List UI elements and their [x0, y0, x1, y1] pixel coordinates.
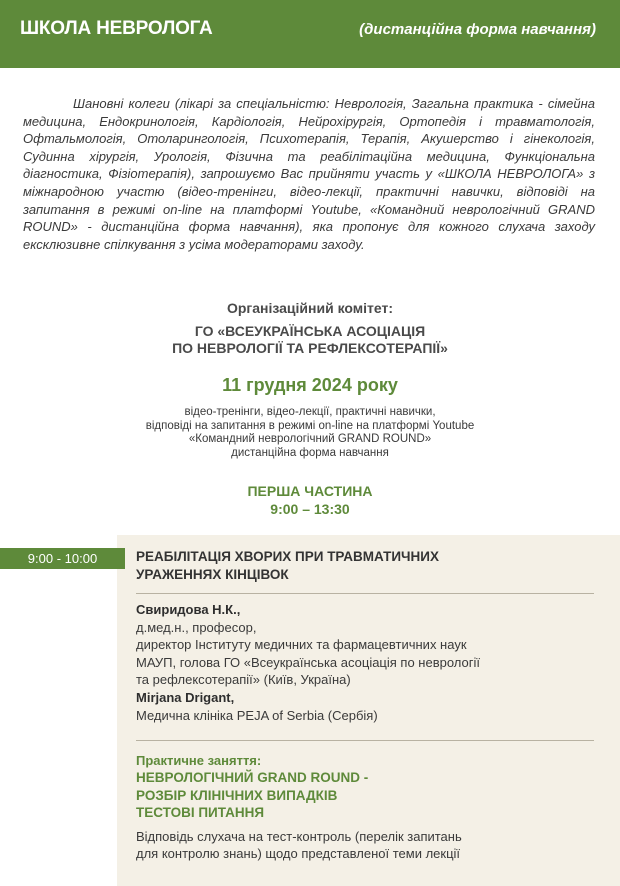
intro-paragraph — [23, 95, 595, 253]
speaker-name: Mirjana Drigant, — [136, 689, 235, 705]
page-title: ШКОЛА НЕВРОЛОГА — [20, 18, 213, 39]
practical-section — [136, 753, 596, 863]
speaker-detail: директор Інституту медичних та фармацевтичних наук — [136, 637, 467, 653]
divider — [136, 593, 594, 594]
session-time-badge: 9:00 - 10:00 — [0, 548, 125, 569]
speaker-detail: д.мед.н., професор, — [136, 619, 257, 635]
event-description-line: відповіді на запитання в режимі on-line на платформі Youtube — [145, 419, 475, 432]
speakers-list — [136, 601, 596, 724]
practical-title-line: ТЕСТОВІ ПИТАННЯ — [136, 805, 265, 820]
speaker-name: Свиридова Н.К., — [136, 602, 241, 617]
event-description-line: дистанційна форма навчання — [231, 446, 389, 459]
practical-description — [136, 828, 596, 863]
session-title — [136, 548, 606, 584]
organizer-label: Організаційний комітет: — [226, 300, 394, 316]
page-subtitle: (дистанційна форма навчання) — [359, 21, 596, 38]
event-date: 11 грудня 2024 року — [222, 375, 398, 395]
practical-label: Практичне заняття: — [136, 753, 262, 768]
session-title-line: РЕАБІЛІТАЦІЯ ХВОРИХ ПРИ ТРАВМАТИЧНИХ — [136, 549, 439, 564]
organizer-name-line: ГО «ВСЕУКРАЇНСЬКА АСОЦІАЦІЯ — [194, 323, 426, 339]
part-title: ПЕРША ЧАСТИНА — [247, 483, 373, 499]
event-description-line: відео-тренінги, відео-лекції, практичні навички, — [184, 406, 436, 418]
divider — [136, 740, 594, 741]
practical-title-line: РОЗБІР КЛІНІЧНИХ ВИПАДКІВ — [136, 787, 338, 803]
speaker-detail: МАУП, голова ГО «Всеукраїнська асоціація по неврології — [136, 654, 480, 670]
session-title-line: УРАЖЕННЯХ КІНЦІВОК — [136, 567, 289, 582]
organizer-name-line: ПО НЕВРОЛОГІЇ ТА РЕФЛЕКСОТЕРАПІЇ» — [172, 340, 448, 356]
speaker-detail: та рефлексотерапії» (Київ, Україна) — [136, 672, 351, 688]
practical-description-line: для контролю знань) щодо представленої теми лекції — [136, 846, 461, 862]
practical-title-line: НЕВРОЛОГІЧНИЙ GRAND ROUND - — [136, 770, 369, 785]
event-description-line: «Командний неврологічний GRAND ROUND» — [188, 433, 432, 445]
speaker-detail: Медична клініка PEJA of Serbia (Сербія) — [136, 707, 378, 723]
speaker — [136, 689, 596, 724]
part-time: 9:00 – 13:30 — [270, 501, 350, 517]
intro-text: Шановні колеги (лікарі за спеціальністю: Неврологія, Загальна практика - сімейна медицина, Ендокринологія, Кардіологія, Нейрохірургія, Ортопедія і травматологія, Офтальмологія, Отоларингологія, Психотерапія, Терапія, Акушерство і гінекологія, Судинна хірургія, Урологія, Фізична та реабілітаційна медицина, Функціональна діагностика, Фізіотерапія), запрошуємо Вас прийняти участь у «ШКОЛА НЕВРОЛОГА» з міжнародною участю (відео-тренінги, відео-лекції, практичні навички, відповіді на запитання в режимі on-line на платформі Youtube, «Командний неврологічний GRAND ROUND» - дистанційна форма навчання), яка пропонує для кожного слухача заходу ексклюзивне спілкування з усіма модераторами заходу. — [23, 96, 595, 252]
organizer-name — [0, 323, 620, 357]
speaker — [136, 601, 596, 689]
practical-description-line: Відповідь слухача на тест-контроль (перелік запитань — [136, 828, 462, 844]
event-description — [0, 406, 620, 460]
header-banner — [0, 0, 620, 68]
